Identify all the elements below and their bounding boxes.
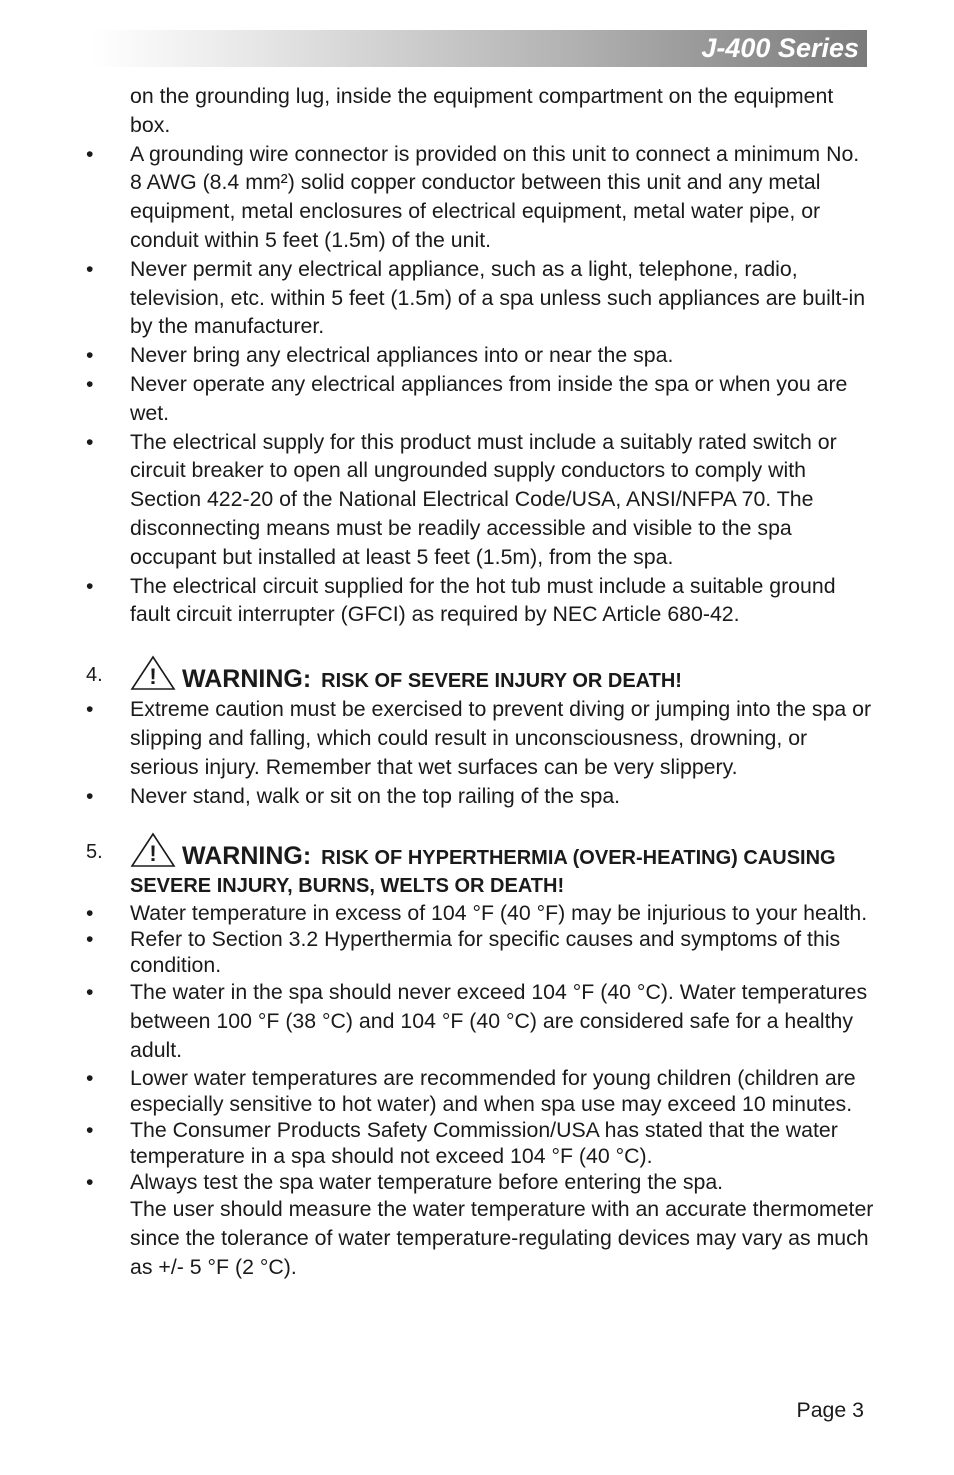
bullet: • — [86, 429, 94, 454]
list-item — [86, 978, 876, 1064]
list-item — [86, 900, 876, 926]
list-item — [86, 572, 876, 630]
svg-text:!: ! — [149, 841, 157, 867]
list-item-text: Lower water temperatures are recommended for young children (children are especially sensitive to hot water) and when spa use may exceed 10 minutes. — [130, 1065, 856, 1116]
list-item-text: Never permit any electrical appliance, such as a light, telephone, radio, television, etc. within 5 feet (1.5m) of a spa unless such appliances are built-in by the manufacturer. — [130, 256, 866, 339]
list-item — [86, 140, 876, 255]
warning-label: WARNING: — [182, 842, 312, 871]
list-item — [86, 1065, 876, 1117]
list-item-text: A grounding wire connector is provided on this unit to connect a minimum No. 8 AWG (8.4 mm²) solid copper conductor between this unit and any metal equipment, metal enclosures of electrical equipment, metal water pipe, or conduit within 5 feet (1.5m) of the unit. — [130, 141, 860, 252]
list-item-text: Water temperature in excess of 104 °F (40 °F) may be injurious to your health. — [130, 901, 868, 926]
list-item-text: Never operate any electrical appliances from inside the spa or when you are wet. — [130, 371, 848, 425]
bullet: • — [86, 901, 94, 926]
svg-text:!: ! — [149, 664, 157, 690]
list-item-text: Refer to Section 3.2 Hyperthermia for specific causes and symptoms of this condition. — [130, 927, 841, 978]
list-item — [86, 428, 876, 572]
list-item — [86, 1169, 876, 1195]
warning-4-bullet-list — [86, 695, 876, 810]
page-content — [86, 82, 876, 1282]
section-number: 5. — [86, 841, 103, 864]
list-item-text: The electrical circuit supplied for the hot tub must include a suitable ground fault circuit interrupter (GFCI) as required by NEC Article 680-42. — [130, 573, 836, 627]
list-item-text: Extreme caution must be exercised to prevent diving or jumping into the spa or slipping and falling, which could result in unconsciousness, drowning, or serious injury. Remember that wet surfaces can be very slippery. — [130, 697, 872, 779]
list-item — [86, 926, 876, 978]
bullet: • — [86, 573, 94, 598]
header-bar — [92, 30, 867, 67]
list-item-text: The Consumer Products Safety Commission/USA has stated that the water temperature in a spa should not exceed 104 °F (40 °C). — [130, 1117, 838, 1168]
bullet: • — [86, 343, 94, 368]
warning-triangle-icon — [130, 655, 176, 691]
bullet: • — [86, 1065, 94, 1090]
list-item-text: Always test the spa water temperature before entering the spa. — [130, 1169, 724, 1194]
list-item — [86, 782, 876, 811]
list-item-text: Never stand, walk or sit on the top railing of the spa. — [130, 783, 621, 808]
warning-5-bullet-list — [86, 900, 876, 1194]
bullet: • — [86, 697, 94, 722]
bullet: • — [86, 1117, 94, 1142]
list-item-text: Never bring any electrical appliances into or near the spa. — [130, 343, 674, 368]
bullet: • — [86, 783, 94, 808]
warning-4-heading — [86, 655, 876, 695]
list-item — [86, 370, 876, 428]
list-item-text: The electrical supply for this product must include a suitably rated switch or circuit breaker to open all ungrounded supply conductors to comply with Section 422-20 of the National Electrical Code/USA, ANSI/NFPA 70. The disconnecting means must be readily accessible and visible to the spa occupant but installed at least 5 feet (1.5m), from the spa. — [130, 429, 837, 569]
series-title: J-400 Series — [701, 33, 859, 63]
bullet: • — [86, 371, 94, 396]
continuation-text: on the grounding lug, inside the equipment compartment on the equipment box. — [130, 84, 834, 137]
warning-label: WARNING: — [182, 665, 312, 694]
page-number: Page 3 — [796, 1398, 864, 1422]
bullet: • — [86, 980, 94, 1005]
list-item-text: The water in the spa should never exceed 104 °F (40 °C). Water temperatures between 100 °F (38 °C) and 104 °F (40 °C) are considered safe for a healthy adult. — [130, 980, 868, 1062]
list-item — [86, 255, 876, 341]
warning-5-heading — [86, 832, 876, 900]
intro-bullet-list — [86, 140, 876, 630]
warning-subtitle: RISK OF SEVERE INJURY OR DEATH! — [321, 670, 682, 693]
bullet: • — [86, 1169, 94, 1194]
bullet: • — [86, 927, 94, 952]
warning-subtitle: RISK OF HYPERTHERMIA (OVER-HEATING) CAUSING SEVERE INJURY, BURNS, WELTS OR DEATH! — [130, 847, 836, 898]
bullet: • — [86, 141, 94, 166]
closing-paragraph: The user should measure the water temperature with an accurate thermometer since the tolerance of water temperature-regulating devices may vary as much as +/- 5 °F (2 °C). — [130, 1196, 874, 1279]
list-item — [86, 695, 876, 781]
bullet: • — [86, 256, 94, 281]
warning-triangle-icon — [130, 832, 176, 868]
section-number: 4. — [86, 664, 103, 687]
list-item — [86, 1117, 876, 1169]
list-item — [86, 341, 876, 370]
